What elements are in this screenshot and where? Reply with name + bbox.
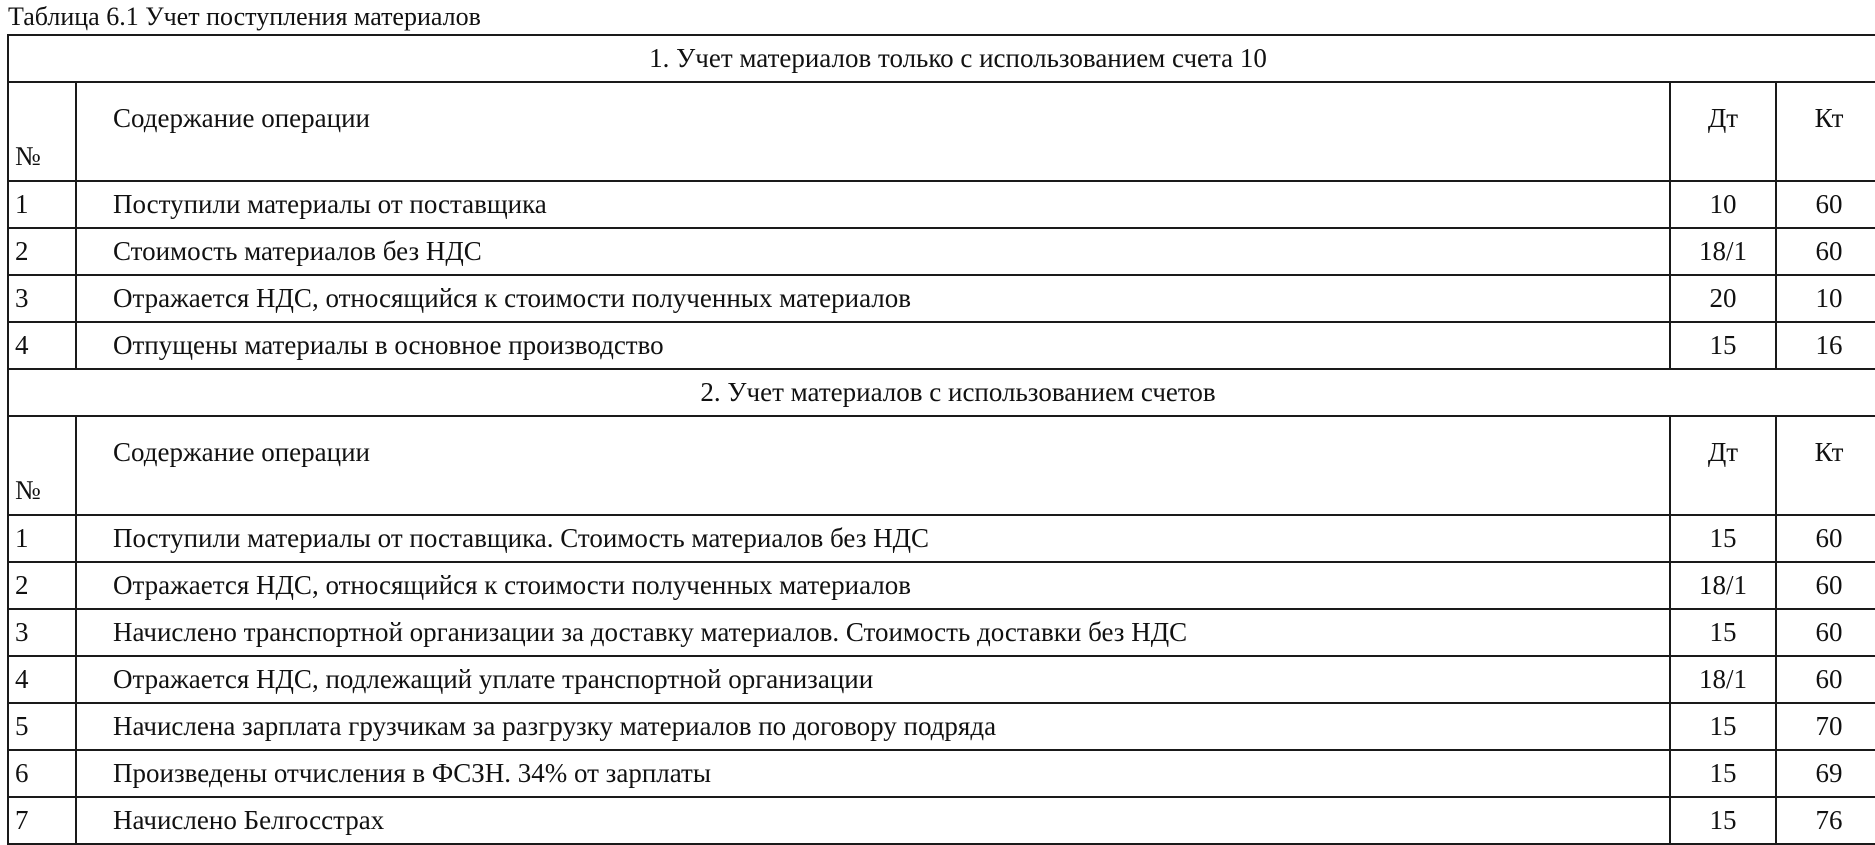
row-operation: Стоимость материалов без НДС bbox=[76, 228, 1670, 275]
section-title-row bbox=[8, 35, 1875, 82]
row-kt: 69 bbox=[1776, 750, 1875, 797]
row-kt: 60 bbox=[1776, 562, 1875, 609]
row-kt: 70 bbox=[1776, 703, 1875, 750]
row-kt: 16 bbox=[1776, 322, 1875, 369]
row-num: 1 bbox=[8, 181, 76, 228]
header-num: № bbox=[8, 416, 76, 515]
table-row bbox=[8, 228, 1875, 275]
row-num: 7 bbox=[8, 797, 76, 844]
header-dt: Дт bbox=[1670, 416, 1776, 515]
row-operation: Отражается НДС, относящийся к стоимости полученных материалов bbox=[76, 275, 1670, 322]
row-kt: 60 bbox=[1776, 228, 1875, 275]
header-kt: Кт bbox=[1776, 82, 1875, 181]
row-operation: Начислена зарплата грузчикам за разгрузку материалов по договору подряда bbox=[76, 703, 1670, 750]
table-row bbox=[8, 609, 1875, 656]
table-row bbox=[8, 750, 1875, 797]
header-content: Содержание операции bbox=[76, 416, 1670, 515]
row-operation: Отражается НДС, подлежащий уплате транспортной организации bbox=[76, 656, 1670, 703]
row-operation: Поступили материалы от поставщика bbox=[76, 181, 1670, 228]
row-dt: 15 bbox=[1670, 750, 1776, 797]
row-dt: 18/1 bbox=[1670, 228, 1776, 275]
table-row bbox=[8, 515, 1875, 562]
materials-table bbox=[7, 34, 1875, 845]
row-dt: 20 bbox=[1670, 275, 1776, 322]
row-kt: 60 bbox=[1776, 609, 1875, 656]
row-dt: 15 bbox=[1670, 515, 1776, 562]
row-num: 6 bbox=[8, 750, 76, 797]
row-num: 2 bbox=[8, 562, 76, 609]
row-num: 2 bbox=[8, 228, 76, 275]
row-operation: Начислено транспортной организации за доставку материалов. Стоимость доставки без НДС bbox=[76, 609, 1670, 656]
row-num: 3 bbox=[8, 275, 76, 322]
header-row bbox=[8, 82, 1875, 181]
row-kt: 60 bbox=[1776, 656, 1875, 703]
row-operation: Отпущены материалы в основное производство bbox=[76, 322, 1670, 369]
table-row bbox=[8, 562, 1875, 609]
row-dt: 15 bbox=[1670, 703, 1776, 750]
section-title: 2. Учет материалов с использованием счетов bbox=[8, 369, 1875, 416]
row-operation: Поступили материалы от поставщика. Стоимость материалов без НДС bbox=[76, 515, 1670, 562]
row-dt: 15 bbox=[1670, 797, 1776, 844]
row-dt: 15 bbox=[1670, 609, 1776, 656]
row-kt: 10 bbox=[1776, 275, 1875, 322]
header-row bbox=[8, 416, 1875, 515]
table-row bbox=[8, 797, 1875, 844]
row-kt: 60 bbox=[1776, 181, 1875, 228]
row-operation: Отражается НДС, относящийся к стоимости полученных материалов bbox=[76, 562, 1670, 609]
section-title-row bbox=[8, 369, 1875, 416]
header-content: Содержание операции bbox=[76, 82, 1670, 181]
row-num: 5 bbox=[8, 703, 76, 750]
table-row bbox=[8, 322, 1875, 369]
header-kt: Кт bbox=[1776, 416, 1875, 515]
table-caption: Таблица 6.1 Учет поступления материалов bbox=[8, 2, 481, 31]
header-num: № bbox=[8, 82, 76, 181]
row-dt: 10 bbox=[1670, 181, 1776, 228]
row-dt: 18/1 bbox=[1670, 656, 1776, 703]
row-kt: 76 bbox=[1776, 797, 1875, 844]
row-num: 4 bbox=[8, 656, 76, 703]
table-row bbox=[8, 181, 1875, 228]
row-num: 3 bbox=[8, 609, 76, 656]
row-num: 1 bbox=[8, 515, 76, 562]
row-dt: 18/1 bbox=[1670, 562, 1776, 609]
table-row bbox=[8, 703, 1875, 750]
row-kt: 60 bbox=[1776, 515, 1875, 562]
table-row bbox=[8, 656, 1875, 703]
row-operation: Начислено Белгосстрах bbox=[76, 797, 1670, 844]
row-dt: 15 bbox=[1670, 322, 1776, 369]
row-operation: Произведены отчисления в ФСЗН. 34% от зарплаты bbox=[76, 750, 1670, 797]
section-title: 1. Учет материалов только с использованием счета 10 bbox=[8, 35, 1875, 82]
row-num: 4 bbox=[8, 322, 76, 369]
header-dt: Дт bbox=[1670, 82, 1776, 181]
table-row bbox=[8, 275, 1875, 322]
